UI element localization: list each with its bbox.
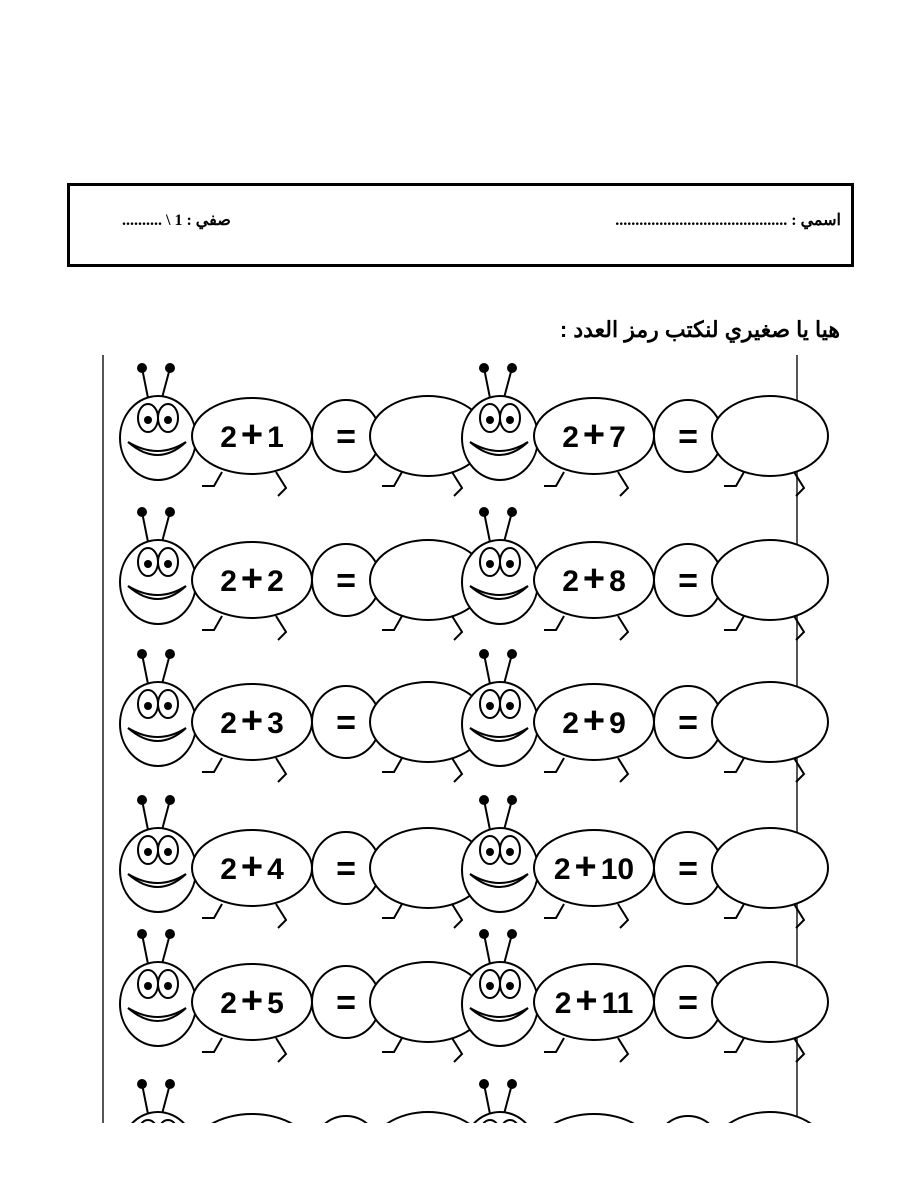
antenna-tip-left — [479, 1079, 489, 1089]
ant-leg — [382, 472, 402, 486]
equation-text — [562, 700, 626, 742]
ant-head — [120, 962, 196, 1046]
ant-head — [462, 682, 538, 766]
equals-sign: = — [336, 850, 356, 888]
pupil-left — [144, 848, 152, 856]
pupil-right — [506, 702, 514, 710]
pupil-right — [164, 702, 172, 710]
pupil-right — [506, 982, 514, 990]
pupil-right — [506, 848, 514, 856]
operand-b: 9 — [609, 707, 626, 740]
antenna-tip-right — [507, 649, 517, 659]
pupil-left — [144, 702, 152, 710]
equation-text — [562, 558, 626, 600]
equation-text — [220, 846, 284, 888]
equation-text — [555, 980, 634, 1022]
class-label: صفي : — [186, 212, 231, 229]
antenna-tip-left — [479, 795, 489, 805]
ant-exercise-left-2 — [120, 507, 486, 640]
ant-leg — [618, 904, 628, 928]
ant-leg — [618, 1038, 628, 1062]
ant-leg — [544, 758, 564, 772]
pupil-left — [144, 416, 152, 424]
antenna-tip-left — [137, 929, 147, 939]
ant-leg — [202, 758, 222, 772]
equals-sign: = — [336, 418, 356, 456]
operand-b: 10 — [600, 853, 635, 886]
pupil-right — [164, 848, 172, 856]
ant-leg — [544, 616, 564, 630]
answer-circle[interactable] — [712, 540, 828, 620]
antenna-tip-right — [165, 649, 175, 659]
ant-exercise-left-1 — [120, 363, 486, 496]
ant-leg — [276, 758, 286, 782]
ant-leg — [724, 472, 744, 486]
pupil-right — [164, 416, 172, 424]
equation-text — [562, 414, 626, 456]
ant-leg — [544, 1038, 564, 1052]
pupil-right — [164, 560, 172, 568]
operand-a: 2 — [220, 853, 237, 886]
equation-text — [220, 700, 284, 742]
ant-exercise-left-3 — [120, 649, 486, 782]
ant-leg — [382, 904, 402, 918]
operand-a: 2 — [220, 707, 237, 740]
pupil-left — [144, 560, 152, 568]
pupil-right — [506, 560, 514, 568]
antenna-tip-left — [479, 929, 489, 939]
operand-a: 2 — [220, 987, 237, 1020]
antenna-tip-left — [479, 649, 489, 659]
antenna-tip-right — [507, 929, 517, 939]
operator-plus: + — [240, 980, 264, 1022]
antenna-tip-left — [137, 507, 147, 517]
equals-sign: = — [678, 704, 698, 742]
ant-leg — [794, 1038, 804, 1062]
operand-b: 11 — [601, 987, 634, 1020]
answer-circle[interactable] — [712, 396, 828, 476]
operand-a: 2 — [220, 421, 237, 454]
ant-leg — [724, 758, 744, 772]
antenna-tip-left — [137, 795, 147, 805]
ant-leg — [724, 1038, 744, 1052]
pupil-left — [486, 982, 494, 990]
ant-leg — [202, 1038, 222, 1052]
antenna-tip-left — [137, 363, 147, 373]
ant-leg — [382, 758, 402, 772]
operator-plus: + — [240, 558, 264, 600]
antenna-tip-left — [137, 649, 147, 659]
ant-head — [120, 540, 196, 624]
operator-plus: + — [582, 700, 606, 742]
ant-leg — [276, 904, 286, 928]
ant-leg — [382, 616, 402, 630]
ant-leg — [202, 904, 222, 918]
bottom-clip — [0, 1123, 900, 1200]
antenna-tip-right — [165, 795, 175, 805]
ant-leg — [794, 616, 804, 640]
ant-exercise-right-1 — [462, 363, 828, 496]
operand-b: 3 — [267, 707, 284, 740]
ant-leg — [618, 758, 628, 782]
operand-b: 8 — [609, 565, 626, 598]
ant-leg — [452, 472, 462, 496]
ant-leg — [382, 1038, 402, 1052]
ant-leg — [724, 616, 744, 630]
ant-leg — [544, 904, 564, 918]
operator-plus: + — [582, 558, 606, 600]
operator-plus: + — [240, 700, 264, 742]
pupil-right — [164, 982, 172, 990]
ant-leg — [618, 472, 628, 496]
operator-plus: + — [575, 980, 598, 1022]
ant-exercise-left-5 — [120, 929, 486, 1062]
operand-a: 2 — [562, 565, 579, 598]
ant-leg — [276, 472, 286, 496]
pupil-left — [486, 416, 494, 424]
antenna-tip-right — [507, 507, 517, 517]
antenna-tip-right — [507, 795, 517, 805]
ant-leg — [794, 758, 804, 782]
equals-sign: = — [678, 418, 698, 456]
answer-circle[interactable] — [712, 682, 828, 762]
instruction-text: هيا يا صغيري لنكتب رمز العدد : — [559, 317, 840, 342]
ant-leg — [794, 472, 804, 496]
equals-sign: = — [336, 984, 356, 1022]
name-dots[interactable]: ........................................... — [615, 212, 788, 229]
operand-a: 2 — [554, 987, 572, 1020]
antenna-tip-right — [507, 1079, 517, 1089]
ant-head — [462, 396, 538, 480]
operand-b: 1 — [267, 421, 284, 454]
ant-exercise-right-4 — [462, 795, 828, 928]
equation-text — [220, 558, 284, 600]
answer-circle[interactable] — [712, 828, 828, 908]
equation-text — [220, 980, 284, 1022]
ant-head — [462, 540, 538, 624]
class-dots[interactable]: .......... — [122, 212, 162, 229]
ant-head — [120, 682, 196, 766]
ant-leg — [452, 1038, 462, 1062]
antenna-tip-right — [165, 1079, 175, 1089]
ant-exercise-right-3 — [462, 649, 828, 782]
ant-head — [462, 962, 538, 1046]
operand-b: 2 — [267, 565, 284, 598]
antenna-tip-right — [165, 363, 175, 373]
ant-leg — [452, 758, 462, 782]
antenna-tip-right — [507, 363, 517, 373]
ant-leg — [618, 616, 628, 640]
ant-head — [462, 828, 538, 912]
operand-a: 2 — [562, 421, 579, 454]
antenna-tip-left — [479, 507, 489, 517]
antenna-tip-left — [479, 363, 489, 373]
pupil-left — [486, 560, 494, 568]
ant-leg — [202, 616, 222, 630]
name-label: اسمي : — [791, 212, 841, 229]
operator-plus: + — [240, 414, 264, 456]
equation-text — [220, 414, 284, 456]
pupil-left — [486, 702, 494, 710]
antenna-tip-right — [165, 929, 175, 939]
antenna-tip-left — [137, 1079, 147, 1089]
pupil-left — [144, 982, 152, 990]
operand-a: 2 — [562, 707, 579, 740]
ant-leg — [544, 472, 564, 486]
equation-text — [554, 846, 634, 888]
equals-sign: = — [678, 562, 698, 600]
equals-sign: = — [678, 850, 698, 888]
ant-exercise-left-4 — [120, 795, 486, 928]
ant-head — [120, 396, 196, 480]
ant-head — [120, 828, 196, 912]
class-value: 1 \ — [166, 212, 183, 229]
equals-sign: = — [336, 562, 356, 600]
ant-exercise-right-5 — [462, 929, 828, 1062]
operand-b: 4 — [267, 853, 284, 886]
ant-leg — [724, 904, 744, 918]
operator-plus: + — [582, 414, 606, 456]
ant-leg — [452, 904, 462, 928]
pupil-right — [506, 416, 514, 424]
ant-leg — [202, 472, 222, 486]
operator-plus: + — [240, 846, 264, 888]
ant-leg — [794, 904, 804, 928]
ant-exercise-right-2 — [462, 507, 828, 640]
operand-a: 2 — [220, 565, 237, 598]
operator-plus: + — [574, 846, 597, 888]
ant-leg — [452, 616, 462, 640]
operand-b: 7 — [609, 421, 626, 454]
operand-a: 2 — [553, 853, 571, 886]
operand-b: 5 — [267, 987, 284, 1020]
antenna-tip-right — [165, 507, 175, 517]
equals-sign: = — [336, 704, 356, 742]
ant-leg — [276, 616, 286, 640]
answer-circle[interactable] — [712, 962, 828, 1042]
pupil-left — [486, 848, 494, 856]
equals-sign: = — [678, 984, 698, 1022]
ant-leg — [276, 1038, 286, 1062]
